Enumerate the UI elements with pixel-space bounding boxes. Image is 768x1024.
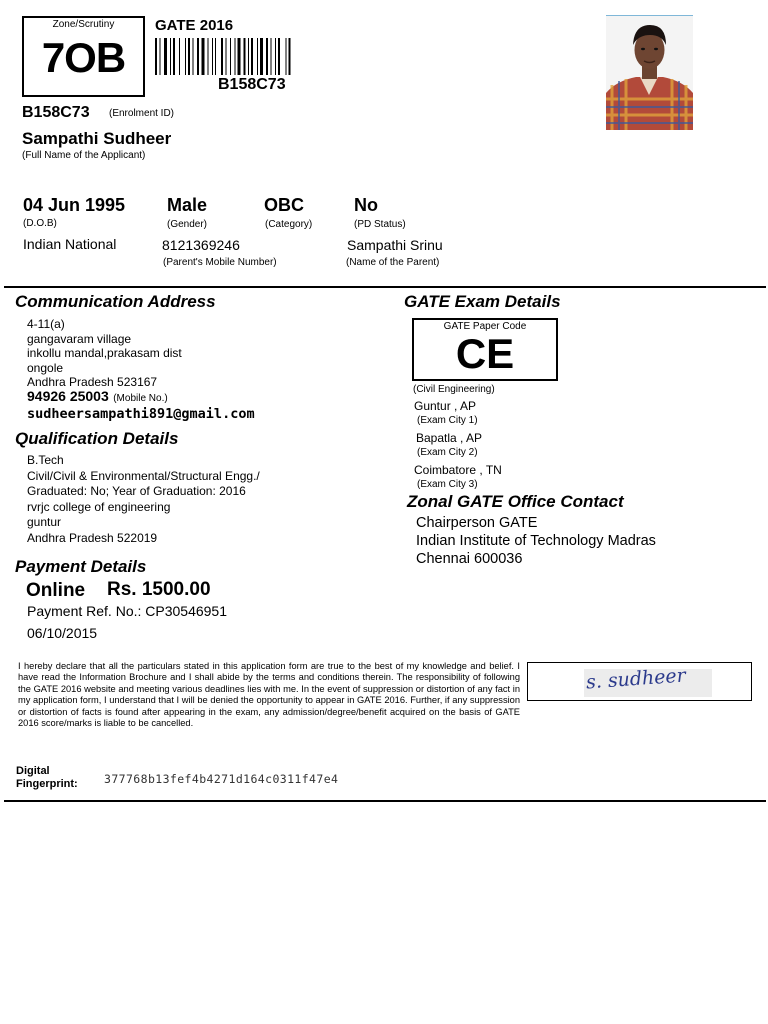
address-line: gangavaram village xyxy=(27,331,132,346)
signature-text: s. sudheer xyxy=(585,664,687,694)
mobile-row xyxy=(27,388,168,406)
zone-label: Zone/Scrutiny xyxy=(52,19,115,30)
payment-title: Payment Details xyxy=(15,557,147,576)
address-line: Andhra Pradesh 523167 xyxy=(27,375,158,389)
pd-status-value: No xyxy=(354,195,378,215)
barcode xyxy=(155,38,337,75)
dob-label: (D.O.B) xyxy=(23,218,57,229)
parent-mobile-value: 8121369246 xyxy=(162,237,240,253)
signature-box xyxy=(527,662,752,701)
communication-title: Communication Address xyxy=(15,292,216,311)
exam-city-3-label: (Exam City 3) xyxy=(417,479,478,490)
paper-code-label: GATE Paper Code xyxy=(443,321,527,332)
category-label: (Category) xyxy=(265,219,313,230)
fingerprint-label-line: Digital xyxy=(16,765,50,777)
payment-ref: Payment Ref. No.: CP30546951 xyxy=(27,603,228,619)
qualification-line: guntur xyxy=(27,515,62,530)
address-line: ongole xyxy=(27,360,64,375)
fingerprint-label-line: Fingerprint: xyxy=(16,778,78,790)
exam-title: GATE 2016 xyxy=(155,17,234,34)
pd-status-label: (PD Status) xyxy=(354,219,406,230)
payment-amount: Rs. 1500.00 xyxy=(107,579,211,600)
nationality-value: Indian National xyxy=(23,236,117,252)
dob-value: 04 Jun 1995 xyxy=(23,195,126,215)
exam-city-2: Bapatla , AP xyxy=(416,431,483,445)
category-value: OBC xyxy=(264,195,304,215)
paper-code: CE xyxy=(455,330,515,377)
zonal-office-address xyxy=(416,514,656,568)
qualification-line: Graduated: No; Year of Graduation: 2016 xyxy=(27,484,246,499)
applicant-name-label: (Full Name of the Applicant) xyxy=(22,150,146,161)
address-line: 4-11(a) xyxy=(27,317,65,331)
gender-label: (Gender) xyxy=(167,219,208,230)
applicant-photo xyxy=(606,15,693,130)
fingerprint-value: 377768b13fef4b4271d164c0311f47e4 xyxy=(104,772,339,786)
qualification-line: Andhra Pradesh 522019 xyxy=(27,530,158,545)
bottom-divider xyxy=(4,800,766,802)
qualification-line: Civil/Civil & Environmental/Structural Engg./ xyxy=(27,468,260,483)
parent-name-value: Sampathi Srinu xyxy=(347,237,443,253)
exam-details-title: GATE Exam Details xyxy=(404,292,561,311)
zone-value: 7OB xyxy=(41,34,126,81)
barcode-id: B158C73 xyxy=(218,76,286,93)
payment-date: 06/10/2015 xyxy=(27,625,98,641)
exam-city-2-label: (Exam City 2) xyxy=(417,447,478,458)
zonal-office-line: Chairperson GATE xyxy=(416,515,538,531)
mobile-value: 94926 25003 xyxy=(27,388,109,404)
qualification-line: B.Tech xyxy=(27,453,64,467)
paper-name: (Civil Engineering) xyxy=(413,384,495,395)
email-value: sudheersampathi891@gmail.com xyxy=(27,406,255,422)
zonal-office-line: Indian Institute of Technology Madras xyxy=(416,533,656,549)
enrolment-label: (Enrolment ID) xyxy=(109,108,175,119)
parent-name-label: (Name of the Parent) xyxy=(346,257,440,268)
zonal-office-title: Zonal GATE Office Contact xyxy=(407,492,624,511)
qualification-details xyxy=(27,453,260,547)
zone-box xyxy=(22,16,145,97)
gender-value: Male xyxy=(167,195,208,215)
parent-mobile-label: (Parent's Mobile Number) xyxy=(163,257,277,268)
enrolment-id: B158C73 xyxy=(22,104,90,121)
mobile-label: (Mobile No.) xyxy=(113,393,168,404)
payment-mode: Online xyxy=(26,580,86,601)
applicant-name: Sampathi Sudheer xyxy=(22,129,172,148)
address-line: inkollu mandal,prakasam dist xyxy=(27,346,182,360)
qualification-line: rvrjc college of engineering xyxy=(27,499,171,514)
zonal-office-line: Chennai 600036 xyxy=(416,551,523,567)
top-divider xyxy=(4,286,766,288)
qualification-title: Qualification Details xyxy=(15,429,179,448)
communication-address xyxy=(27,317,182,390)
exam-city-1-label: (Exam City 1) xyxy=(417,415,478,426)
exam-city-1: Guntur , AP xyxy=(414,399,477,413)
exam-city-3: Coimbatore , TN xyxy=(414,463,502,477)
fingerprint-label xyxy=(16,765,78,791)
paper-code-box xyxy=(412,318,558,381)
declaration-text: I hereby declare that all the particulars stated in this application form are true to the best of my knowledge and belief. I have read the Information Brochure and I shall abide by the terms and conditions therein. The responsibility of following the GATE 2016 website and meeting various deadlines lies with me. In the event of suppression or distortion of any fact in my application form, I understand that I will be denied the opportunity to appear in GATE 2016. Further, if any suppression or distortion of facts is found after appearing in the exam, any admission/degree/benefit acquired on the basis of GATE 2016 score/marks is liable to be cancelled. xyxy=(18,661,520,729)
